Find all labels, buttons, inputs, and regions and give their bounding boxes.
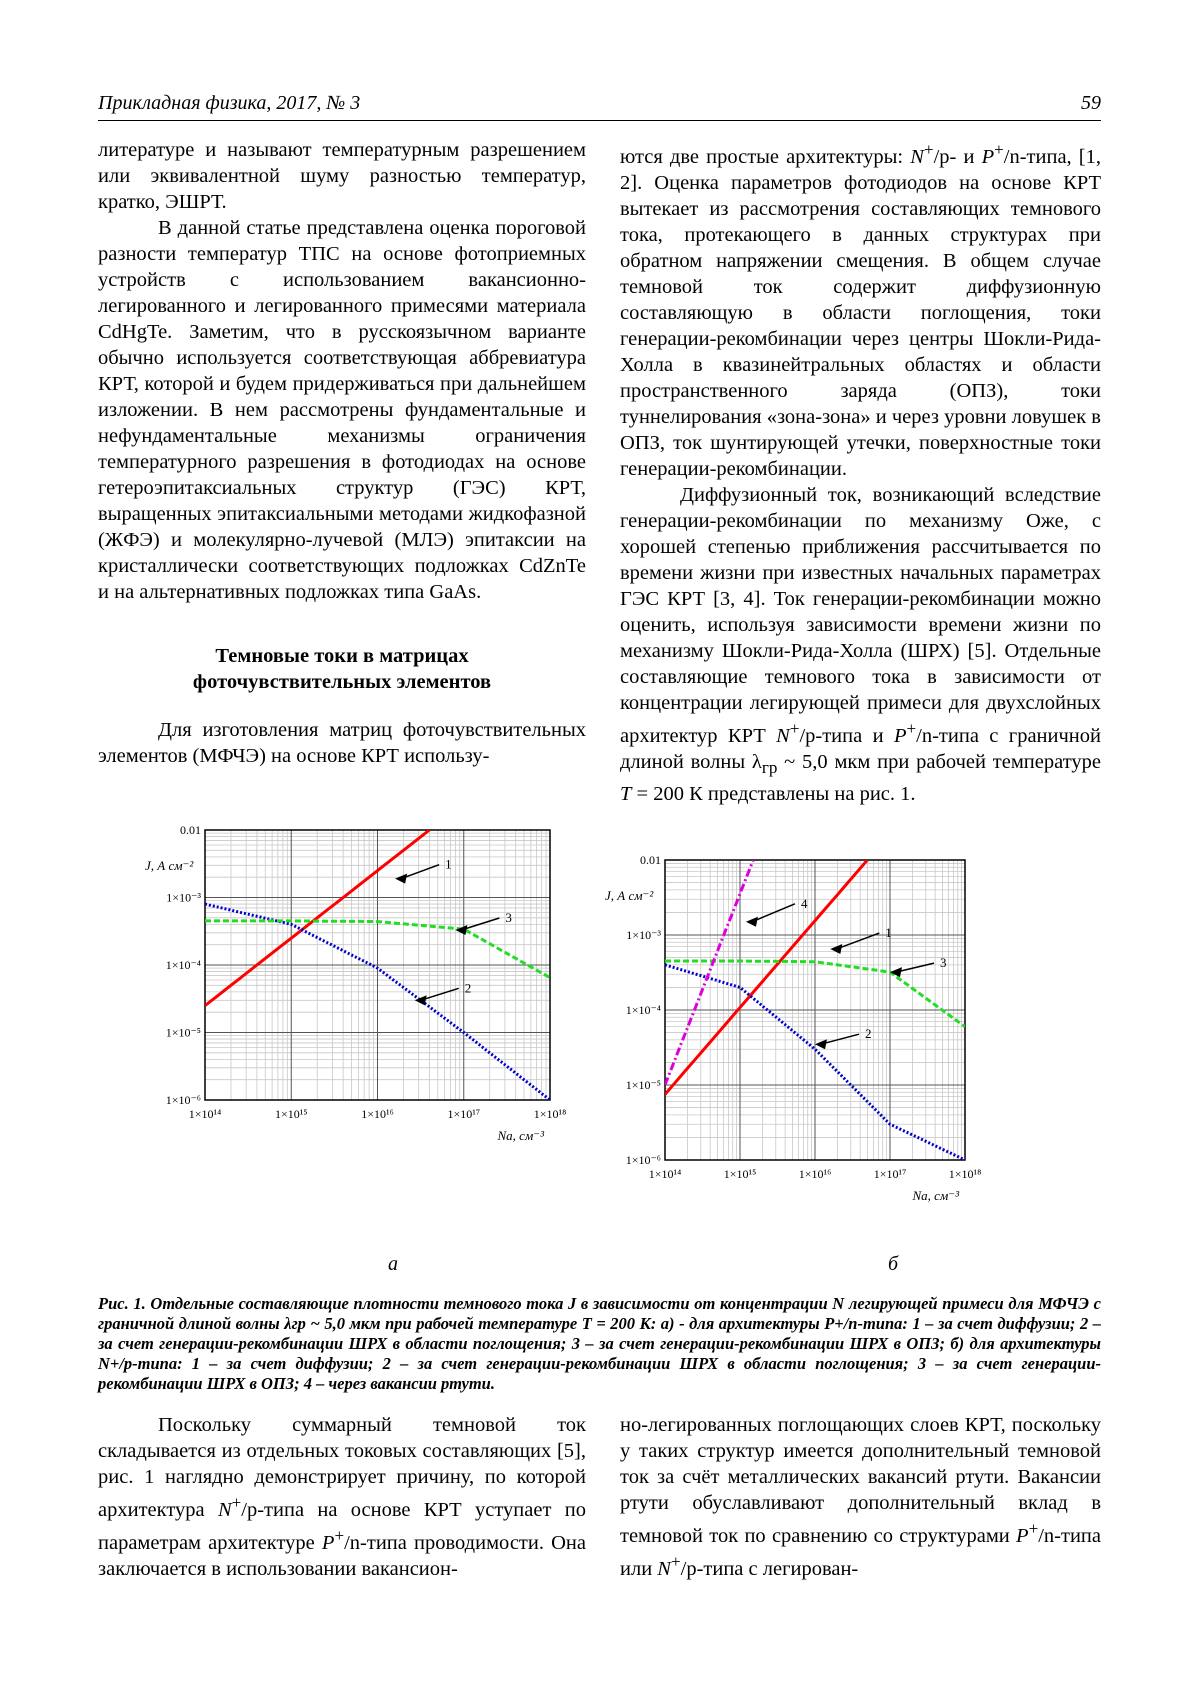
panel-label-b: б	[888, 1253, 899, 1275]
x-tick-label: 1×10¹⁸	[533, 1107, 567, 1121]
y-tick-label: 1×10⁻⁵	[165, 1025, 201, 1040]
paragraph: Для изготовления матриц фоточувствительных элементов (МФЧЭ) на основе КРТ использу-	[98, 719, 586, 767]
y-tick-label: 0.01	[640, 853, 661, 867]
callout-label: 3	[505, 910, 512, 926]
x-tick-label: 1×10¹⁷	[873, 1167, 907, 1181]
x-tick-label: 1×10¹⁴	[188, 1107, 222, 1121]
callout-arrow	[401, 865, 439, 879]
y-tick-label: 1×10⁻⁶	[625, 1153, 661, 1167]
arrow-head	[890, 967, 902, 977]
callout-label: 1	[885, 925, 892, 941]
left-column-bottom	[98, 1412, 586, 1582]
x-tick-label: 1×10¹⁸	[948, 1167, 982, 1181]
figure-panel-a	[120, 823, 580, 1250]
running-header	[98, 92, 1101, 121]
paragraph: но-легированных поглощающих слоев КРТ, поскольку у таких структур имеется дополнительный темновой ток за счёт металлических вакансий ртути. Вакансии ртути обуславливают дополнительный вклад в темновой ток по сравнению со структурами P+/n-типа или N+/p-типа с легирован-	[620, 1414, 1101, 1580]
right-column	[620, 137, 1101, 807]
section-heading	[98, 643, 586, 695]
arrow-head	[395, 874, 407, 884]
section-heading-line: фоточувствительных элементов	[192, 671, 492, 693]
callout-label: 2	[464, 980, 472, 996]
x-tick-label: 1×10¹⁵	[274, 1107, 308, 1121]
x-tick-label: 1×10¹⁴	[648, 1167, 682, 1181]
callout-label: 3	[940, 955, 947, 971]
x-tick-label: 1×10¹⁶	[361, 1107, 394, 1121]
series-line-1	[665, 860, 867, 1094]
x-tick-label: 1×10¹⁶	[798, 1167, 832, 1181]
section-heading-line: Темновые токи в матрицах	[215, 645, 469, 667]
y-tick-label: 1×10⁻⁴	[165, 958, 201, 972]
x-tick-label: 1×10¹⁷	[447, 1107, 481, 1121]
page-number: 59	[1081, 92, 1101, 114]
y-tick-label: 1×10⁻³	[166, 890, 201, 905]
x-axis-label: Nа, см⁻³	[912, 1188, 959, 1203]
callout-label: 2	[865, 1026, 872, 1042]
arrow-head	[830, 944, 842, 954]
y-tick-label: 1×10⁻⁶	[165, 1093, 201, 1107]
callout-label: 4	[800, 895, 808, 911]
x-tick-label: 1×10¹⁵	[723, 1167, 757, 1181]
y-tick-label: 0.01	[180, 823, 201, 837]
y-axis-label: J, А см⁻²	[605, 888, 654, 903]
paragraph: Поскольку суммарный темновой ток складывается из отдельных токовых составляющих [5], рис. 1 наглядно демонстрирует причину, по которой архитектура N+/p-типа на основе КРТ уступает по параметрам архитектуре P+/n-типа проводимости. Она заключается в использовании вакансион-	[98, 1414, 586, 1580]
y-tick-label: 1×10⁻³	[626, 928, 661, 942]
figure-caption: Рис. 1. Отдельные составляющие плотности темнового тока J в зависимости от концентрации N легирующей примеси для МФЧЭ с граничной длиной волны λгр ~ 5,0 мкм при рабочей температуре T = 200 К: а) - для архитектуры P+/n-типа: 1 – за счет диффузии; 2 – за счет генерации-рекомбинации ШРХ в области поглощения; 3 – за счет генерации-рекомбинации ШРХ в ОПЗ; б) для архитектуры N+/p-типа: 1 – за счет диффузии; 2 – за счет генерации-рекомбинации ШРХ в области поглощения; 3 – за счет генерации-рекомбинации ШРХ в ОПЗ; 4 – через вакансии ртути.	[98, 1294, 1101, 1393]
y-axis-label: J, А см⁻²	[145, 858, 194, 873]
journal-title: Прикладная физика, 2017, № 3	[98, 92, 361, 114]
y-tick-label: 1×10⁻⁵	[625, 1078, 661, 1092]
arrow-head	[455, 925, 467, 935]
y-tick-label: 1×10⁻⁴	[625, 1003, 661, 1017]
paragraph: Диффузионный ток, возникающий вследствие генерации-рекомбинации по механизму Оже, с хорошей степенью приближения рассчитывается по времени жизни при известных начальных параметрах ГЭС КРТ [3, 4]. Ток генерации-рекомбинации можно оценить, используя зависимости времени жизни по механизму Шокли-Рида-Холла (ШРХ) [5]. Отдельные составляющие темнового тока в зависимости от концентрации легирующей примеси для двухслойных архитектур КРТ N+/p-типа и P+/n-типа с граничной длиной волны $\lambda_{гр}$ ~ 5,0 мкм при рабочей температуре T = 200 К представлены на рис. 1.	[620, 483, 1101, 805]
left-column	[98, 137, 586, 769]
paragraph: литературе и называют температурным разрешением или эквивалентной шуму разностью температур, кратко, ЭШРТ.	[98, 139, 586, 213]
arrow-head	[746, 917, 758, 927]
paragraph: ются две простые архитектуры: N+/p- и P+/n-типа, [1, 2]. Оценка параметров фотодиодов на основе КРТ вытекает из рассмотрения составляющих темнового тока, протекающего в данных структурах при обратном напряжении смещения. В общем случае темновой ток содержит диффузионную составляющую в области поглощения, токи генерации-рекомбинации через центры Шокли-Рида-Холла в квазинейтральных областях и области пространственного заряда (ОПЗ), токи туннелирования «зона-зона» и через уровни ловушек в ОПЗ, ток шунтирующей утечки, поверхностные токи генерации-рекомбинации.	[620, 140, 1101, 480]
callout-label: 1	[445, 856, 452, 872]
panel-label-a: а	[388, 1253, 398, 1275]
paragraph: В данной статье представлена оценка пороговой разности температур ТПС на основе фотоприемных устройств с использованием вакансионно-легированного и легированного примесями материала CdHgTe. Заметим, что в русскоязычном варианте обычно используется соответствующая аббревиатура КРТ, которой и будем придерживаться при дальнейшем изложении. В нем рассмотрены фундаментальные и нефундаментальные механизмы ограничения температурного разрешения в фотодиодах на основе гетероэпитаксиальных структур (ГЭС) КРТ, выращенных эпитаксиальными методами жидкофазной (ЖФЭ) и молекулярно-лучевой (МЛЭ) эпитаксии на кристаллически соответствующих подложках CdZnTe и на альтернативных подложках типа GaAs.	[98, 217, 586, 603]
figure-panel-b	[605, 853, 1080, 1260]
arrow-head	[815, 1039, 827, 1049]
callout-arrow	[821, 1034, 859, 1044]
right-column-bottom	[620, 1412, 1101, 1582]
callout-arrow	[421, 988, 459, 1000]
x-axis-label: Na, см⁻³	[497, 1128, 544, 1143]
